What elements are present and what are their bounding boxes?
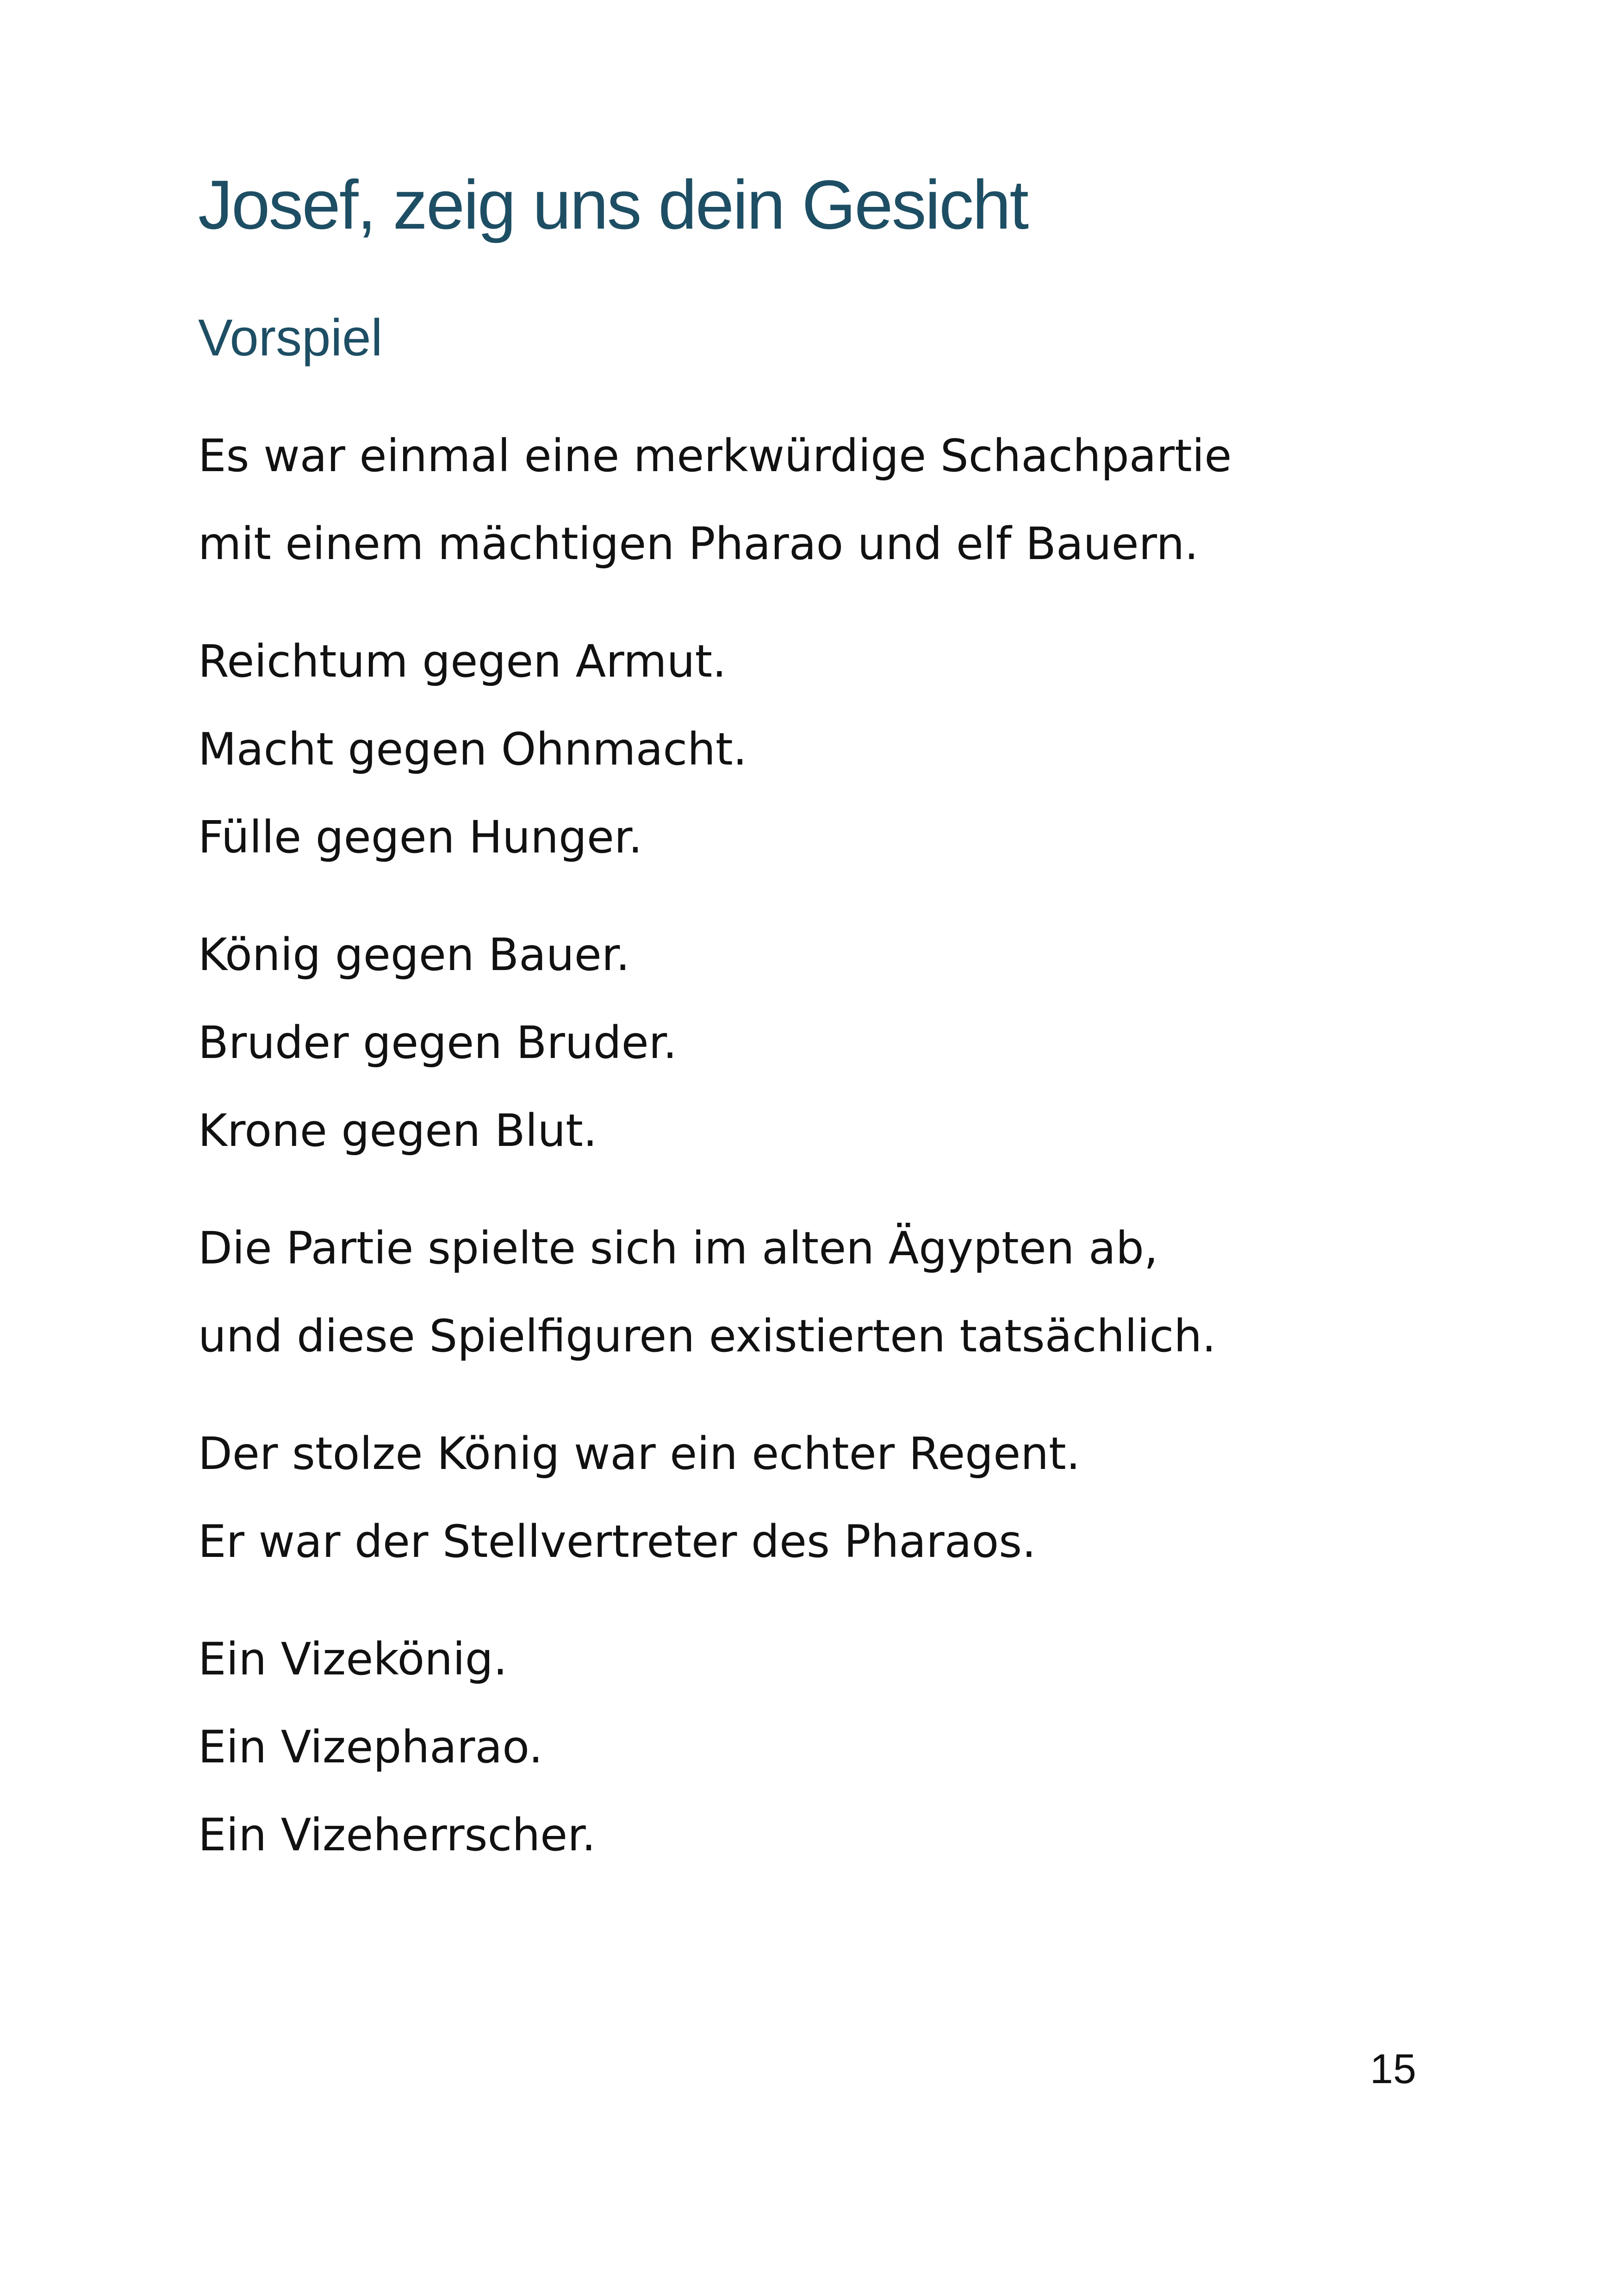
stanza [198,1204,1448,1380]
poem-line: Krone gegen Blut. [198,1105,597,1157]
stanza [198,1410,1448,1586]
poem-line: Fülle gegen Hunger. [198,811,643,863]
poem-line: Ein Vizepharao. [198,1721,543,1773]
stanza [198,617,1448,881]
stanza [198,911,1448,1175]
poem-line: und diese Spielfiguren existierten tatsächlich. [198,1310,1216,1362]
poem-body [198,412,1448,1909]
poem-line: Ein Vizekönig. [198,1633,508,1685]
poem-line: Macht gegen Ohnmacht. [198,723,747,775]
chapter-title: Josef, zeig uns dein Gesicht [198,166,1028,243]
poem-line: Reichtum gegen Armut. [198,635,727,687]
poem-line: Bruder gegen Bruder. [198,1017,677,1069]
poem-line: König gegen Bauer. [198,929,630,981]
poem-line: mit einem mächtigen Pharao und elf Bauern. [198,518,1199,570]
poem-line: Er war der Stellvertreter des Pharaos. [198,1516,1036,1568]
section-subtitle: Vorspiel [198,309,383,367]
stanza [198,412,1448,588]
page-number: 15 [1370,2046,1417,2092]
poem-line: Ein Vizeherrscher. [198,1809,596,1861]
poem-line: Es war einmal eine merkwürdige Schachpartie [198,430,1232,482]
poem-line: Der stolze König war ein echter Regent. [198,1428,1081,1480]
poem-line: Die Partie spielte sich im alten Ägypten ab, [198,1222,1158,1274]
stanza [198,1615,1448,1879]
